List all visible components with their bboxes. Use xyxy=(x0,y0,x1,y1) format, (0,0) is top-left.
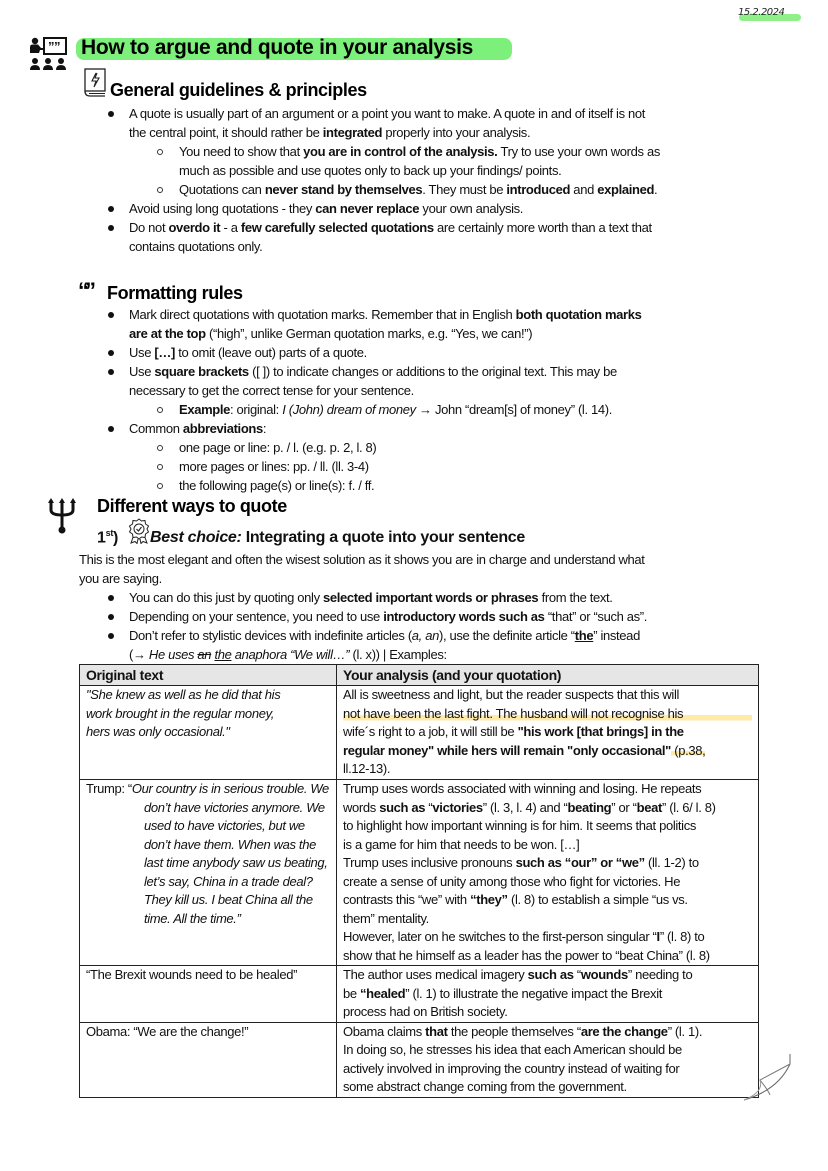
bullet xyxy=(108,312,114,318)
examples-table xyxy=(79,664,759,1098)
column-header-analysis: Your analysis (and your quotation) xyxy=(337,665,759,686)
award-badge-icon xyxy=(128,518,150,544)
bullet xyxy=(108,426,114,432)
heading-different-ways: Different ways to quote xyxy=(97,496,287,516)
rule-ellipsis: Use […] to omit (leave out) parts of a quote. xyxy=(129,345,367,360)
svg-text:”: ” xyxy=(54,39,61,54)
bullet xyxy=(108,111,114,117)
table-row xyxy=(80,966,759,1023)
analysis-cell: The author uses medical imagery such as “wounds” needing to be “healed” (l. 1) to illustrate the negative impact the Brexit process had on British society. xyxy=(337,966,759,1023)
sub-bullet xyxy=(157,187,163,193)
page-title: How to argue and quote in your analysis xyxy=(81,36,474,59)
bullet xyxy=(108,206,114,212)
subheading-best-choice: 1st) xyxy=(97,528,119,547)
quote-marks-icon: “” xyxy=(78,278,92,303)
table-row xyxy=(80,780,759,966)
handwritten-date: 15.2.2024 xyxy=(738,7,785,18)
guideline-control-analysis: You need to show that you are in control of the analysis. Try to use your own words as much as possible and use quotes only to back up your findings/ points. xyxy=(179,144,660,178)
tip-definite-article: Don’t refer to stylistic devices with indefinite articles (a, an), use the definite article “the” instead (→ He uses an the anaphora “We will…” (l. x)) | Examples: xyxy=(129,628,640,662)
table-row xyxy=(80,1022,759,1097)
sub-bullet xyxy=(157,464,163,470)
bullet xyxy=(108,614,114,620)
trident-icon xyxy=(48,498,76,534)
heading-formatting-rules: Formatting rules xyxy=(107,283,243,303)
bullet xyxy=(108,350,114,356)
best-choice-intro: This is the most elegant and often the wisest solution as it shows you are in charge and understand what you are saying. xyxy=(79,552,645,586)
lightning-book-icon xyxy=(84,68,108,98)
rule-abbreviations: Common abbreviations: xyxy=(129,421,267,436)
guideline-do-not-overdo: Do not overdo it - a few carefully selected quotations are certainly more worth than a text that contains quotations only. xyxy=(129,220,652,254)
original-text-cell: Trump: “Our country is in serious trouble. We don’t have victories anymore. We used to have victories, but we don’t have them. When was the last time anybody saw us beating, let’s say, China in a trade deal? They kill us. I beat China all the time. All the time.” xyxy=(80,780,337,966)
original-text-cell: “The Brexit wounds need to be healed” xyxy=(80,966,337,1023)
guideline-never-stand-alone: Quotations can never stand by themselves. They must be introduced and explained. xyxy=(179,182,658,197)
presenter-audience-icon xyxy=(29,37,71,77)
column-header-original: Original text xyxy=(80,665,337,686)
table-header-row xyxy=(80,665,759,686)
rule-example: Example: original: I (John) dream of money → John “dream[s] of money” (l. 14). xyxy=(179,402,612,417)
analysis-cell: All is sweetness and light, but the reader suspects that this will not have been the last fight. The husband will not recognise his wife´s right to a job, it will still be "his work [that brings] in the regular money" while hers will remain "only occasional" (p.38, ll.12-13). xyxy=(337,686,759,780)
subheading-integrating-quote: Best choice: Integrating a quote into your sentence xyxy=(150,529,525,546)
abbreviation-item: more pages or lines: pp. / ll. (ll. 3-4) xyxy=(179,459,369,474)
guideline-avoid-long-quotes: Avoid using long quotations - they can never replace your own analysis. xyxy=(129,201,524,216)
analysis-cell: Trump uses words associated with winning and losing. He repeats words such as “victories” (l. 3, l. 4) and “beating” or “beat” (l. 6/ l. 8) to highlight how important winning is for him. It seems that politics is a game for him that needs to be won. […] Trump uses inclusive pronouns such as “our” or “we” (ll. 1-2) to create a sense of unity among those who fight for victories. He contrasts this “we” with “they” (l. 8) to establish a simple “us vs. them” mentality. However, later on he switches to the first-person singular “I” (l. 8) to show that he himself as a leader has the power to “beat China” (l. 8) xyxy=(337,780,759,966)
sub-bullet xyxy=(157,483,163,489)
svg-text:”: ” xyxy=(48,39,55,54)
abbreviation-item: one page or line: p. / l. (e.g. p. 2, l. 8) xyxy=(179,440,377,455)
heading-general-guidelines: General guidelines & principles xyxy=(110,80,367,100)
bullet xyxy=(108,595,114,601)
page-curl-icon xyxy=(740,1050,800,1110)
rule-quotation-marks: Mark direct quotations with quotation marks. Remember that in English both quotation marks are at the top (“high”, unlike German quotation marks, e.g. “Yes, we can!”) xyxy=(129,307,642,341)
tip-introductory-words: Depending on your sentence, you need to use introductory words such as “that” or “such as”. xyxy=(129,609,648,624)
tip-selected-words: You can do this just by quoting only selected important words or phrases from the text. xyxy=(129,590,613,605)
bullet xyxy=(108,225,114,231)
original-text-cell: Obama: “We are the change!” xyxy=(80,1022,337,1097)
bullet xyxy=(108,633,114,639)
sub-bullet xyxy=(157,407,163,413)
table-row xyxy=(80,686,759,780)
rule-square-brackets: Use square brackets ([ ]) to indicate changes or additions to the original text. This may be necessary to get the correct tense for your sentence. xyxy=(129,364,617,398)
bullet xyxy=(108,369,114,375)
sub-bullet xyxy=(157,149,163,155)
abbreviation-item: the following page(s) or line(s): f. / ff. xyxy=(179,478,375,493)
guideline-quote-part-of-argument: A quote is usually part of an argument or a point you want to make. A quote in and of itself is not the central point, it should rather be integrated properly into your analysis. xyxy=(129,106,646,140)
original-text-cell: "She knew as well as he did that his work brought in the regular money, hers was only occasional." xyxy=(80,686,337,780)
sub-bullet xyxy=(157,445,163,451)
analysis-cell: Obama claims that the people themselves “are the change” (l. 1). In doing so, he stresses his idea that each American should be actively involved in improving the country instead of waiting for some abstract change coming from the government. xyxy=(337,1022,759,1097)
